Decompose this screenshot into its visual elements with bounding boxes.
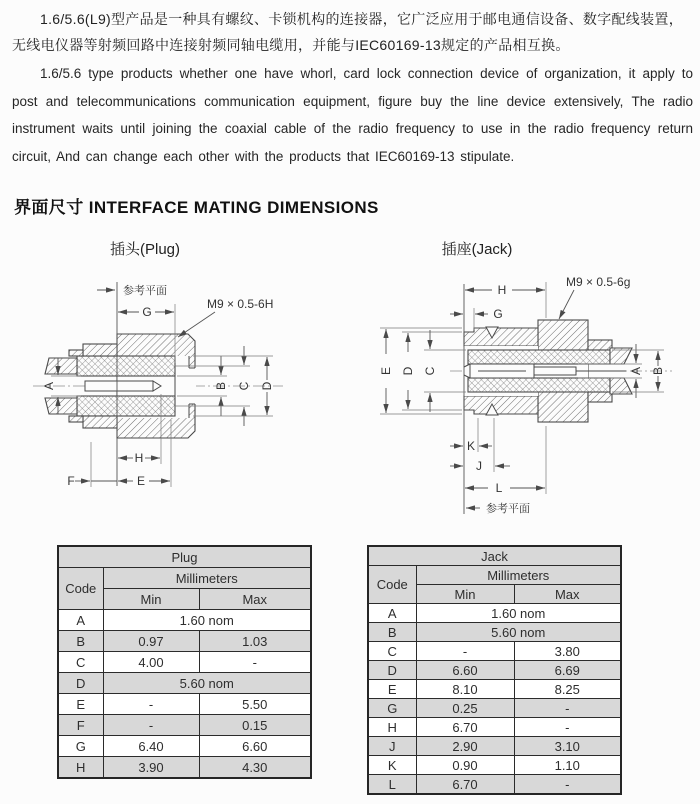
intro-paragraph-en: 1.6/5.6 type products whether one have whorl, card lock connection device of organization, it apply to post and telecommunications communication equipment, figure buy the line device extensively, The radio instrument waits until joining the coaxial cable of the radio frequency to use in the radio frequency return circuit, And can change each other with the products that IEC60169-13 stipulate. [12,66,693,164]
jack-front-tube-top [464,328,538,346]
table-title-row [368,546,621,566]
plug-dim-label-e: E [136,474,146,488]
jack-dimensions-table [367,545,622,795]
code-cell: K [368,756,416,775]
table-row [58,652,311,673]
min-cell: - [416,642,514,661]
plug-dim-label-b: B [214,381,228,391]
max-cell: - [514,775,621,795]
jack-front-tube-bottom [464,396,538,414]
merged-value-cell: 1.60 nom [416,604,621,623]
section-title: 界面尺寸 INTERFACE MATING DIMENSIONS [14,198,379,217]
max-cell: 6.60 [199,736,311,757]
max-cell: 1.03 [199,631,311,652]
min-cell: 6.40 [103,736,199,757]
max-cell: 8.25 [514,680,621,699]
code-cell: E [368,680,416,699]
table-title: Plug [58,546,311,568]
jack-insulator-top [468,350,610,364]
unit-header: Millimeters [103,568,311,589]
max-cell: 5.50 [199,694,311,715]
jack-dim-label-j: J [476,459,482,473]
jack-dim-label-g: G [493,307,503,321]
code-cell: A [368,604,416,623]
table-row [58,610,311,631]
min-cell: 0.97 [103,631,199,652]
jack-dim-label-e: E [379,366,393,376]
code-cell: G [368,699,416,718]
min-cell: 2.90 [416,737,514,756]
table-title-row [58,546,311,568]
code-cell: H [368,718,416,737]
max-header: Max [514,585,621,604]
jack-dim-label-h: H [497,283,507,297]
min-cell: 0.25 [416,699,514,718]
plug-dim-label-g: G [142,305,152,319]
code-cell: E [58,694,103,715]
plug-dim-label-h: H [134,451,144,465]
code-cell: J [368,737,416,756]
jack-caption: 插座(Jack) [441,241,513,258]
merged-value-cell: 1.60 nom [103,610,311,631]
min-header: Min [103,589,199,610]
min-cell: 4.00 [103,652,199,673]
jack-dim-label-a: A [629,366,643,376]
min-cell: 6.60 [416,661,514,680]
intro-paragraph-zh: 1.6/5.6(L9)型产品是一种具有螺纹、卡锁机构的连接器，它广泛应用于邮电通信设备、数字配线装置，无线电仪器等射频回路中连接射频同轴电缆用，并能与IEC60169-13规定的产品相互换。 [12,11,684,53]
plug-reference-plane-label: 参考平面 [123,285,167,297]
jack-insulator-bottom [468,378,610,392]
table-row [368,642,621,661]
max-cell: 1.10 [514,756,621,775]
max-header: Max [199,589,311,610]
code-cell: G [58,736,103,757]
min-cell: 0.90 [416,756,514,775]
max-cell: - [514,699,621,718]
table-row [368,680,621,699]
code-cell: D [368,661,416,680]
plug-dim-label-d: D [260,381,274,391]
table-header-row [58,568,311,589]
min-cell: - [103,715,199,736]
table-row [368,623,621,642]
table-row [58,715,311,736]
table-row [58,757,311,779]
plug-cable [45,358,77,374]
plug-drawing [25,268,355,536]
jack-dim-label-b: B [651,366,665,376]
code-cell: C [58,652,103,673]
plug-caption: 插头(Plug) [109,241,180,258]
max-cell: 3.10 [514,737,621,756]
table-row [58,673,311,694]
merged-value-cell: 5.60 nom [103,673,311,694]
max-cell: 3.80 [514,642,621,661]
plug-dim-label-a: A [42,381,56,391]
unit-header: Millimeters [416,566,621,585]
table-title: Jack [368,546,621,566]
jack-body-group [464,320,632,422]
merged-value-cell: 5.60 nom [416,623,621,642]
jack-dim-label-d: D [401,366,415,376]
max-cell: - [514,718,621,737]
jack-reference-plane-label: 参考平面 [486,503,530,515]
max-cell: 0.15 [199,715,311,736]
plug-insulator-bottom [77,396,175,416]
code-header: Code [58,568,103,610]
table-row [368,661,621,680]
min-cell: 6.70 [416,775,514,795]
plug-center-pin [85,381,153,391]
plug-dimensions-table [57,545,312,779]
plug-dim-label-c: C [237,381,251,391]
code-cell: H [58,757,103,779]
table-row [368,775,621,795]
min-cell: 8.10 [416,680,514,699]
code-cell: A [58,610,103,631]
plug-thread-label: M9 × 0.5-6H [207,297,274,311]
code-cell: L [368,775,416,795]
jack-dim-label-c: C [423,366,437,376]
jack-dim-label-l: L [495,481,503,495]
table-row [58,694,311,715]
code-header: Code [368,566,416,604]
table-row [368,718,621,737]
table-row [58,631,311,652]
table-row [368,756,621,775]
table-header-row [368,566,621,585]
code-cell: B [368,623,416,642]
code-cell: B [58,631,103,652]
min-header: Min [416,585,514,604]
jack-thread-label: M9 × 0.5-6g [566,275,631,289]
plug-insulator-top [77,356,175,376]
jack-drawing [370,268,700,536]
min-cell: 6.70 [416,718,514,737]
min-cell: 3.90 [103,757,199,779]
max-cell: 6.69 [514,661,621,680]
code-cell: F [58,715,103,736]
code-cell: D [58,673,103,694]
table-row [368,699,621,718]
max-cell: 4.30 [199,757,311,779]
plug-dim-label-f: F [67,474,75,488]
min-cell: - [103,694,199,715]
jack-dim-label-k: K [466,439,476,453]
table-row [368,604,621,623]
table-row [58,736,311,757]
jack-cable [610,348,632,364]
plug-body-group [45,334,196,438]
max-cell: - [199,652,311,673]
table-row [368,737,621,756]
code-cell: C [368,642,416,661]
